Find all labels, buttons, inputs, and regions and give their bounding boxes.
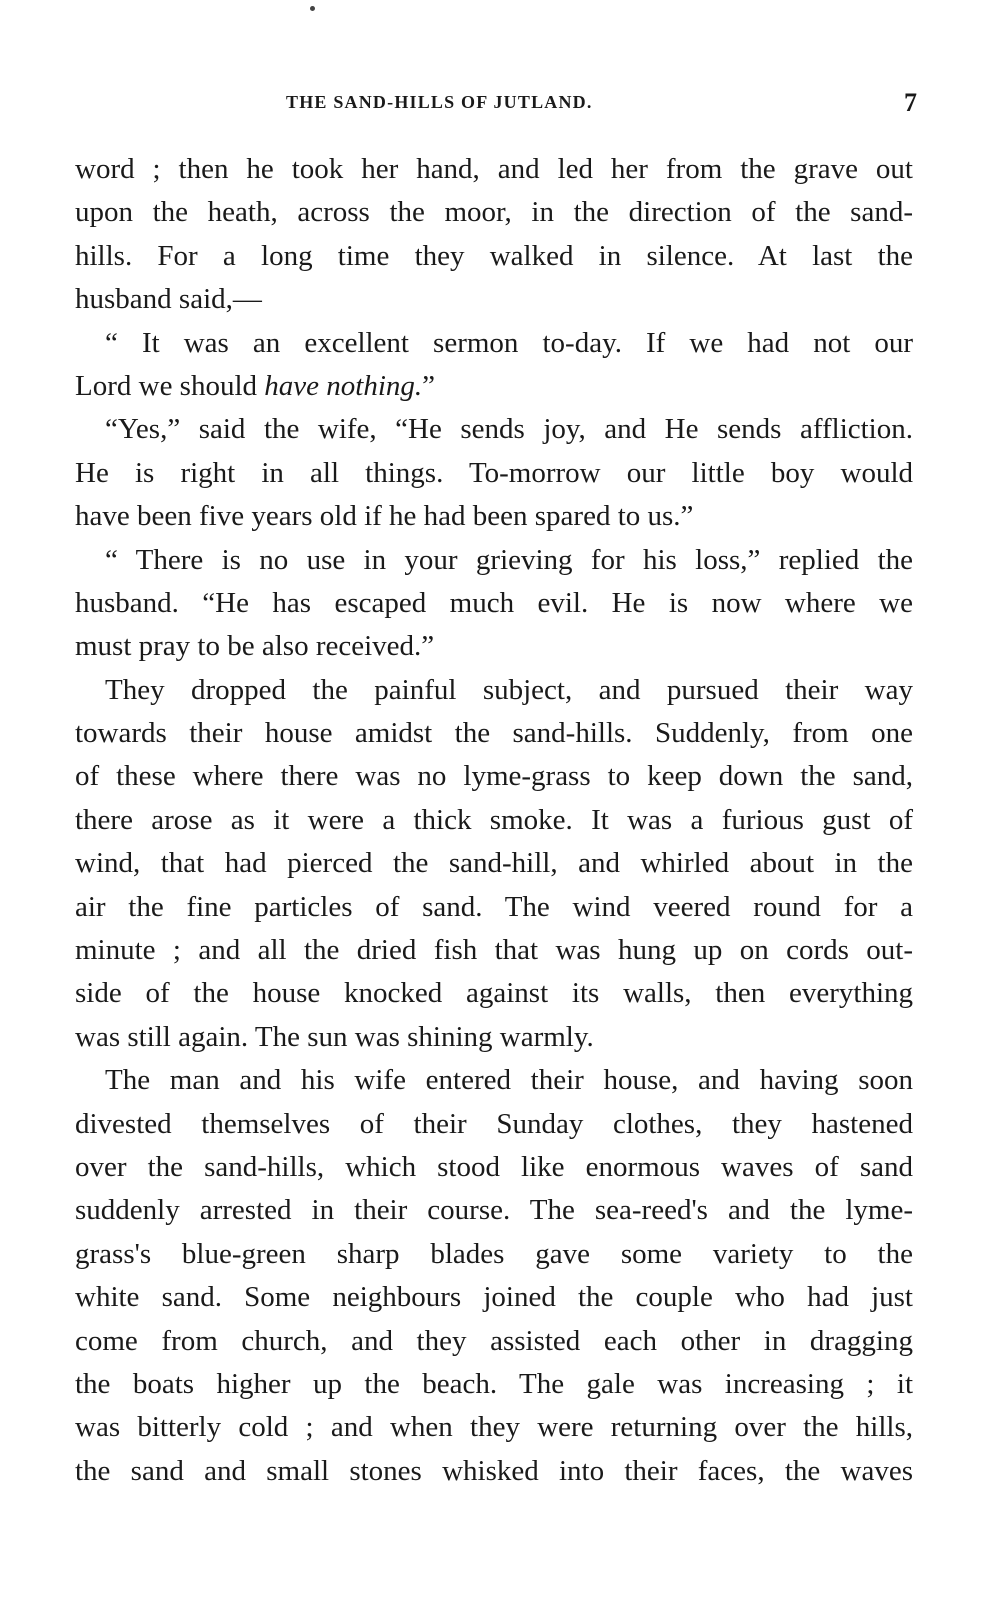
text-line: suddenly arrested in their course. The sea-reed's and the lyme-	[75, 1194, 913, 1227]
text-line: husband said,—	[75, 283, 262, 316]
text-line: “ There is no use in your grieving for his loss,” replied the	[105, 543, 913, 576]
text-line: there arose as it were a thick smoke. It was a furious gust of	[75, 803, 913, 836]
text-line: must pray to be also received.”	[75, 630, 435, 663]
text-line: was still again. The sun was shining warmly.	[75, 1020, 594, 1053]
text-line: side of the house knocked against its walls, then everything	[75, 977, 913, 1010]
text-line: white sand. Some neighbours joined the couple who had just	[75, 1281, 913, 1314]
body-text	[75, 148, 913, 1493]
text-line: minute ; and all the dried fish that was hung up on cords out-	[75, 934, 913, 967]
text-line: grass's blue-green sharp blades gave some variety to the	[75, 1237, 913, 1270]
running-title: THE SAND-HILLS OF JUTLAND.	[286, 92, 593, 112]
text-line: towards their house amidst the sand-hills. Suddenly, from one	[75, 717, 913, 750]
ink-speck	[310, 6, 315, 11]
text-line: husband. “He has escaped much evil. He is now where we	[75, 586, 913, 619]
text-line: “Yes,” said the wife, “He sends joy, and He sends affliction.	[105, 413, 913, 446]
text-line: was bitterly cold ; and when they were returning over the hills,	[75, 1411, 913, 1444]
text-line: They dropped the painful subject, and pursued their way	[105, 673, 913, 706]
text-fragment: Lord we should	[75, 369, 265, 402]
text-line: upon the heath, across the moor, in the direction of the sand-	[75, 196, 913, 229]
text-line-italic-mix	[75, 365, 913, 408]
italic-fragment: have nothing.	[264, 369, 423, 402]
text-fragment: ”	[422, 369, 436, 402]
text-line: come from church, and they assisted each other in dragging	[75, 1324, 913, 1357]
text-line: word ; then he took her hand, and led her from the grave out	[75, 153, 913, 185]
text-line: hills. For a long time they walked in silence. At last the	[75, 239, 913, 272]
text-line: the boats higher up the beach. The gale was increasing ; it	[75, 1367, 913, 1400]
text-line: divested themselves of their Sunday clothes, they hastened	[75, 1107, 913, 1140]
text-line: the sand and small stones whisked into their faces, the waves	[75, 1454, 913, 1487]
text-line: wind, that had pierced the sand-hill, and whirled about in the	[75, 847, 913, 880]
text-line: air the fine particles of sand. The wind veered round for a	[75, 890, 913, 923]
text-line: “ It was an excellent sermon to-day. If we had not our	[105, 326, 913, 359]
text-line: over the sand-hills, which stood like enormous waves of sand	[75, 1150, 913, 1183]
text-line: The man and his wife entered their house, and having soon	[105, 1064, 913, 1097]
text-line: have been five years old if he had been spared to us.”	[75, 500, 694, 533]
running-head	[0, 88, 1000, 117]
text-line: of these where there was no lyme-grass to keep down the sand,	[75, 760, 913, 793]
text-line: He is right in all things. To-morrow our little boy would	[75, 456, 913, 489]
page-number: 7	[904, 88, 917, 117]
